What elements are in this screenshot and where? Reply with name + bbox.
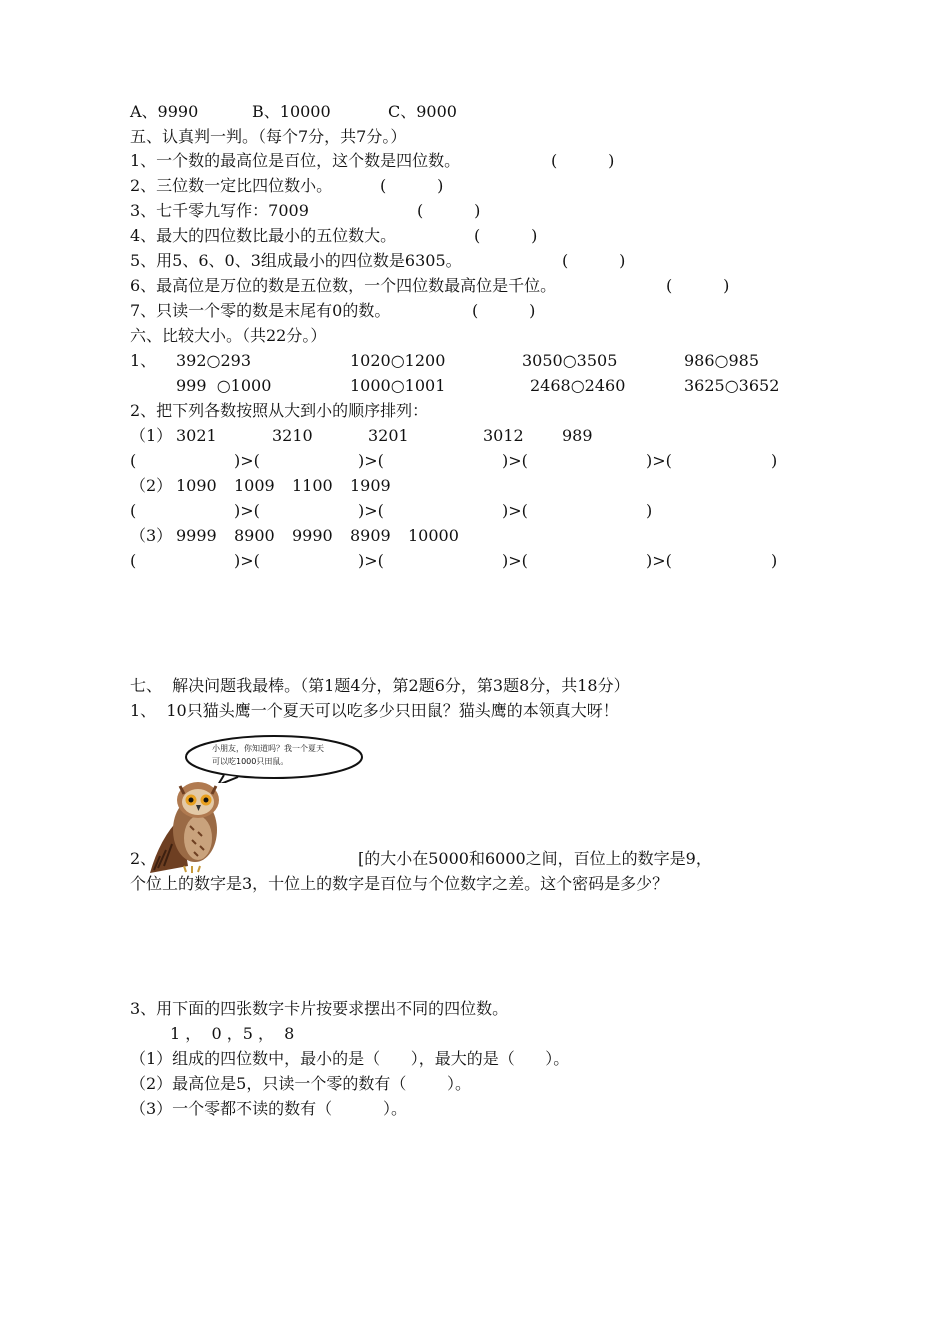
solve-q2-number: 2、 — [130, 849, 157, 868]
judge-paren-2[interactable]: ( ) — [380, 176, 444, 195]
blank-sep: )>( — [358, 451, 384, 470]
order-group-label: （1） — [130, 426, 173, 445]
solve-q3-sub2: （2）最高位是5，只读一个零的数有（ ）。 — [130, 1074, 472, 1093]
compare-q1-label: 1、 — [130, 351, 157, 370]
compare-item: 999 ○1000 — [176, 376, 272, 395]
blank-sep: )>( — [646, 451, 672, 470]
section5-title: 五、认真判一判。（每个7分，共7分。） — [130, 127, 407, 146]
blank-open: ( — [130, 551, 137, 570]
blank-close: ) — [646, 501, 653, 520]
order-group-label: （2） — [130, 476, 173, 495]
choice-c: C、9000 — [388, 102, 457, 121]
order-number: 1909 — [350, 476, 391, 495]
solve-q3-sub1: （1）组成的四位数中，最小的是（ ），最大的是（ ）。 — [130, 1049, 570, 1068]
bubble-text: 小朋友，你知道吗？我一个夏天 可以吃1000只田鼠。 — [212, 744, 324, 766]
blank-sep: )>( — [502, 551, 528, 570]
blank-close: ) — [771, 451, 778, 470]
judge-paren-1[interactable]: ( ) — [551, 151, 615, 170]
compare-item: 1000○1001 — [350, 376, 446, 395]
order-number: 1090 — [176, 476, 217, 495]
order-number: 989 — [562, 426, 593, 445]
section6-title: 六、比较大小。（共22分。） — [130, 326, 327, 345]
solve-q1: 1、 10只猫头鹰一个夏天可以吃多少只田鼠？猫头鹰的本领真大呀！ — [130, 701, 619, 720]
solve-q2-line1: [的大小在5000和6000之间，百位上的数字是9， — [358, 849, 712, 868]
judge-item-6: 6、最高位是万位的数是五位数，一个四位数最高位是千位。 — [130, 276, 557, 295]
order-number: 1100 — [292, 476, 333, 495]
compare-item: 2468○2460 — [530, 376, 626, 395]
compare-item: 3625○3652 — [684, 376, 780, 395]
order-number: 9999 — [176, 526, 217, 545]
order-group-label: （3） — [130, 526, 173, 545]
judge-item-1: 1、一个数的最高位是百位，这个数是四位数。 — [130, 151, 461, 170]
solve-q3: 3、用下面的四张数字卡片按要求摆出不同的四位数。 — [130, 999, 509, 1018]
solve-q3-sub3: （3）一个零都不读的数有（ ）。 — [130, 1099, 408, 1118]
judge-item-5: 5、用5、6、0、3组成最小的四位数是6305。 — [130, 251, 462, 270]
judge-paren-7[interactable]: ( ) — [472, 301, 536, 320]
compare-item: 3050○3505 — [522, 351, 618, 370]
judge-item-3: 3、七千零九写作：7009 — [130, 201, 309, 220]
order-number: 3201 — [368, 426, 409, 445]
choice-a: A、9990 — [130, 102, 199, 121]
blank-sep: )>( — [234, 451, 260, 470]
order-number: 8909 — [350, 526, 391, 545]
order-number: 3021 — [176, 426, 217, 445]
judge-item-7: 7、只读一个零的数是末尾有0的数。 — [130, 301, 391, 320]
choice-b: B、10000 — [252, 102, 331, 121]
blank-sep: )>( — [646, 551, 672, 570]
blank-sep: )>( — [234, 501, 260, 520]
order-number: 3012 — [483, 426, 524, 445]
judge-paren-4[interactable]: ( ) — [474, 226, 538, 245]
judge-item-2: 2、三位数一定比四位数小。 — [130, 176, 333, 195]
digit-cards: 1 ， 0 ，5 ， 8 — [170, 1024, 295, 1043]
compare-item: 1020○1200 — [350, 351, 446, 370]
order-number: 9990 — [292, 526, 333, 545]
judge-paren-3[interactable]: ( ) — [417, 201, 481, 220]
compare-item: 986○985 — [684, 351, 760, 370]
blank-sep: )>( — [358, 501, 384, 520]
judge-paren-6[interactable]: ( ) — [666, 276, 730, 295]
blank-open: ( — [130, 501, 137, 520]
compare-item: 392○293 — [176, 351, 252, 370]
blank-close: ) — [771, 551, 778, 570]
order-number: 1009 — [234, 476, 275, 495]
section7-title: 七、 解决问题我最棒。（第1题4分，第2题6分，第3题8分，共18分） — [130, 676, 630, 695]
judge-item-4: 4、最大的四位数比最小的五位数大。 — [130, 226, 397, 245]
order-number: 3210 — [272, 426, 313, 445]
blank-sep: )>( — [234, 551, 260, 570]
blank-sep: )>( — [502, 451, 528, 470]
judge-paren-5[interactable]: ( ) — [562, 251, 626, 270]
order-number: 10000 — [408, 526, 459, 545]
blank-sep: )>( — [502, 501, 528, 520]
order-number: 8900 — [234, 526, 275, 545]
blank-sep: )>( — [358, 551, 384, 570]
blank-open: ( — [130, 451, 137, 470]
solve-q2-line2: 个位上的数字是3，十位上的数字是百位与个位数字之差。这个密码是多少？ — [130, 874, 669, 893]
order-title: 2、把下列各数按照从大到小的顺序排列： — [130, 401, 429, 420]
